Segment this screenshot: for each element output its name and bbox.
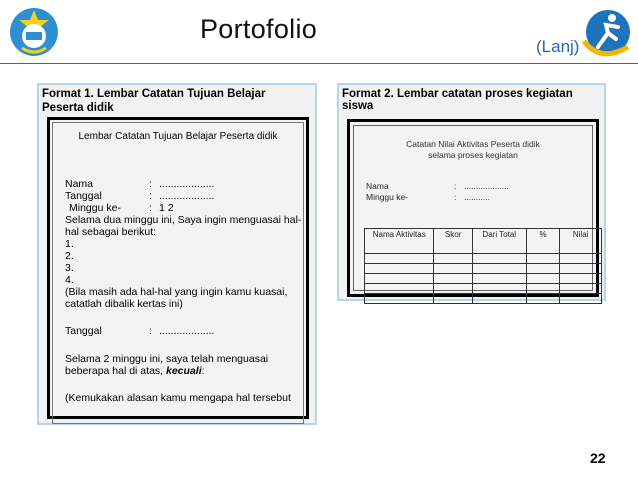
table-cell xyxy=(434,274,472,284)
table-cell xyxy=(434,254,472,264)
format2-panel xyxy=(337,83,606,301)
table-cell xyxy=(526,264,560,274)
intro-line-1: Selama dua minggu ini, Saya ingin menguasai hal- xyxy=(65,214,302,226)
table-cell xyxy=(365,254,434,264)
f2-minggu-label: Minggu ke- xyxy=(366,192,409,202)
col-header-nama-aktivitas: Nama Aktivitas xyxy=(365,229,434,254)
tut-wuri-handayani-emblem-icon xyxy=(8,6,60,58)
table-cell xyxy=(560,274,602,284)
table-cell xyxy=(472,254,526,264)
title-divider xyxy=(0,63,638,64)
list-item-4: 4. xyxy=(65,274,74,286)
table-cell xyxy=(526,254,560,264)
format2-card-title xyxy=(354,139,592,161)
activity-table xyxy=(364,228,602,304)
table-row xyxy=(365,294,602,304)
format2-card-title-line-1: Catatan Nilai Aktivitas Peserta didik xyxy=(406,139,540,149)
f2-nama-colon: : xyxy=(454,181,457,191)
tanggal-label: Tanggal xyxy=(65,190,102,202)
table-cell xyxy=(365,264,434,274)
selama-line-2-suffix: : xyxy=(201,365,205,377)
tanggal2-colon: : xyxy=(149,325,152,337)
slide-title: Portofolio xyxy=(200,14,318,44)
note-line-1: (Bila masih ada hal-hal yang ingin kamu kuasai, xyxy=(65,286,288,298)
nama-colon: : xyxy=(149,178,152,190)
table-cell xyxy=(365,284,434,294)
nama-value: ................... xyxy=(159,178,215,190)
ministry-runner-logo-icon xyxy=(578,5,634,61)
tanggal-value: ................... xyxy=(159,190,215,202)
format2-card-title-line-2: selama proses kegiatan xyxy=(428,150,518,160)
format1-card-title: Lembar Catatan Tujuan Belajar Peserta didik xyxy=(78,131,278,142)
minggu-value: 1 2 xyxy=(159,202,174,214)
list-item-3: 3. xyxy=(65,262,74,274)
table-cell xyxy=(472,294,526,304)
col-header-nilai: Nilai xyxy=(560,229,602,254)
activity-table-body xyxy=(365,254,602,304)
format1-panel xyxy=(37,83,317,425)
nama-label: Nama xyxy=(65,178,94,190)
table-cell xyxy=(365,274,434,284)
table-cell xyxy=(472,284,526,294)
table-cell xyxy=(472,274,526,284)
table-row xyxy=(365,284,602,294)
table-cell xyxy=(434,264,472,274)
table-cell xyxy=(434,284,472,294)
minggu-label: Minggu ke- xyxy=(69,202,121,214)
intro-line-2: hal sebagai berikut: xyxy=(65,226,157,238)
f2-nama-value: ................... xyxy=(464,181,509,191)
f2-nama-label: Nama xyxy=(366,181,389,191)
selama-line-2 xyxy=(65,365,205,378)
table-cell xyxy=(526,294,560,304)
format1-card xyxy=(47,117,309,419)
table-cell xyxy=(560,294,602,304)
list-item-2: 2. xyxy=(65,250,74,262)
kemukakan-line: (Kemukakan alasan kamu mengapa hal tersebut xyxy=(65,392,291,404)
table-cell xyxy=(560,284,602,294)
format2-card-inner xyxy=(353,125,593,291)
tanggal2-value: ................... xyxy=(159,325,215,337)
f2-minggu-value: ........... xyxy=(464,192,490,202)
table-cell xyxy=(526,274,560,284)
selama-line-2-prefix: beberapa hal di atas, xyxy=(65,365,166,377)
col-header-percent: % xyxy=(526,229,560,254)
col-header-dari-total: Dari Total xyxy=(472,229,526,254)
f2-minggu-colon: : xyxy=(454,192,457,202)
table-cell xyxy=(526,284,560,294)
table-cell xyxy=(560,254,602,264)
format1-card-inner xyxy=(52,122,304,424)
selama-line-1: Selama 2 minggu ini, saya telah menguasai xyxy=(65,353,269,365)
table-row xyxy=(365,264,602,274)
table-cell xyxy=(434,294,472,304)
page-number: 22 xyxy=(590,450,606,466)
table-cell xyxy=(365,294,434,304)
continued-label: (Lanj) xyxy=(536,37,580,56)
list-item-1: 1. xyxy=(65,238,74,250)
minggu-colon: : xyxy=(149,202,152,214)
format1-header: Format 1. Lembar Catatan Tujuan Belajar Peserta didik xyxy=(42,88,266,114)
table-cell xyxy=(560,264,602,274)
format2-header: Format 2. Lembar catatan proses kegiatan siswa xyxy=(342,88,573,112)
tanggal-colon: : xyxy=(149,190,152,202)
format2-card xyxy=(347,119,599,297)
tanggal2-label: Tanggal xyxy=(65,325,102,337)
note-line-2: catatlah dibalik kertas ini) xyxy=(65,298,183,310)
table-cell xyxy=(472,264,526,274)
table-row xyxy=(365,254,602,264)
selama-line-2-emphasis: kecuali xyxy=(166,365,202,377)
table-row xyxy=(365,274,602,284)
col-header-skor: Skor xyxy=(434,229,472,254)
